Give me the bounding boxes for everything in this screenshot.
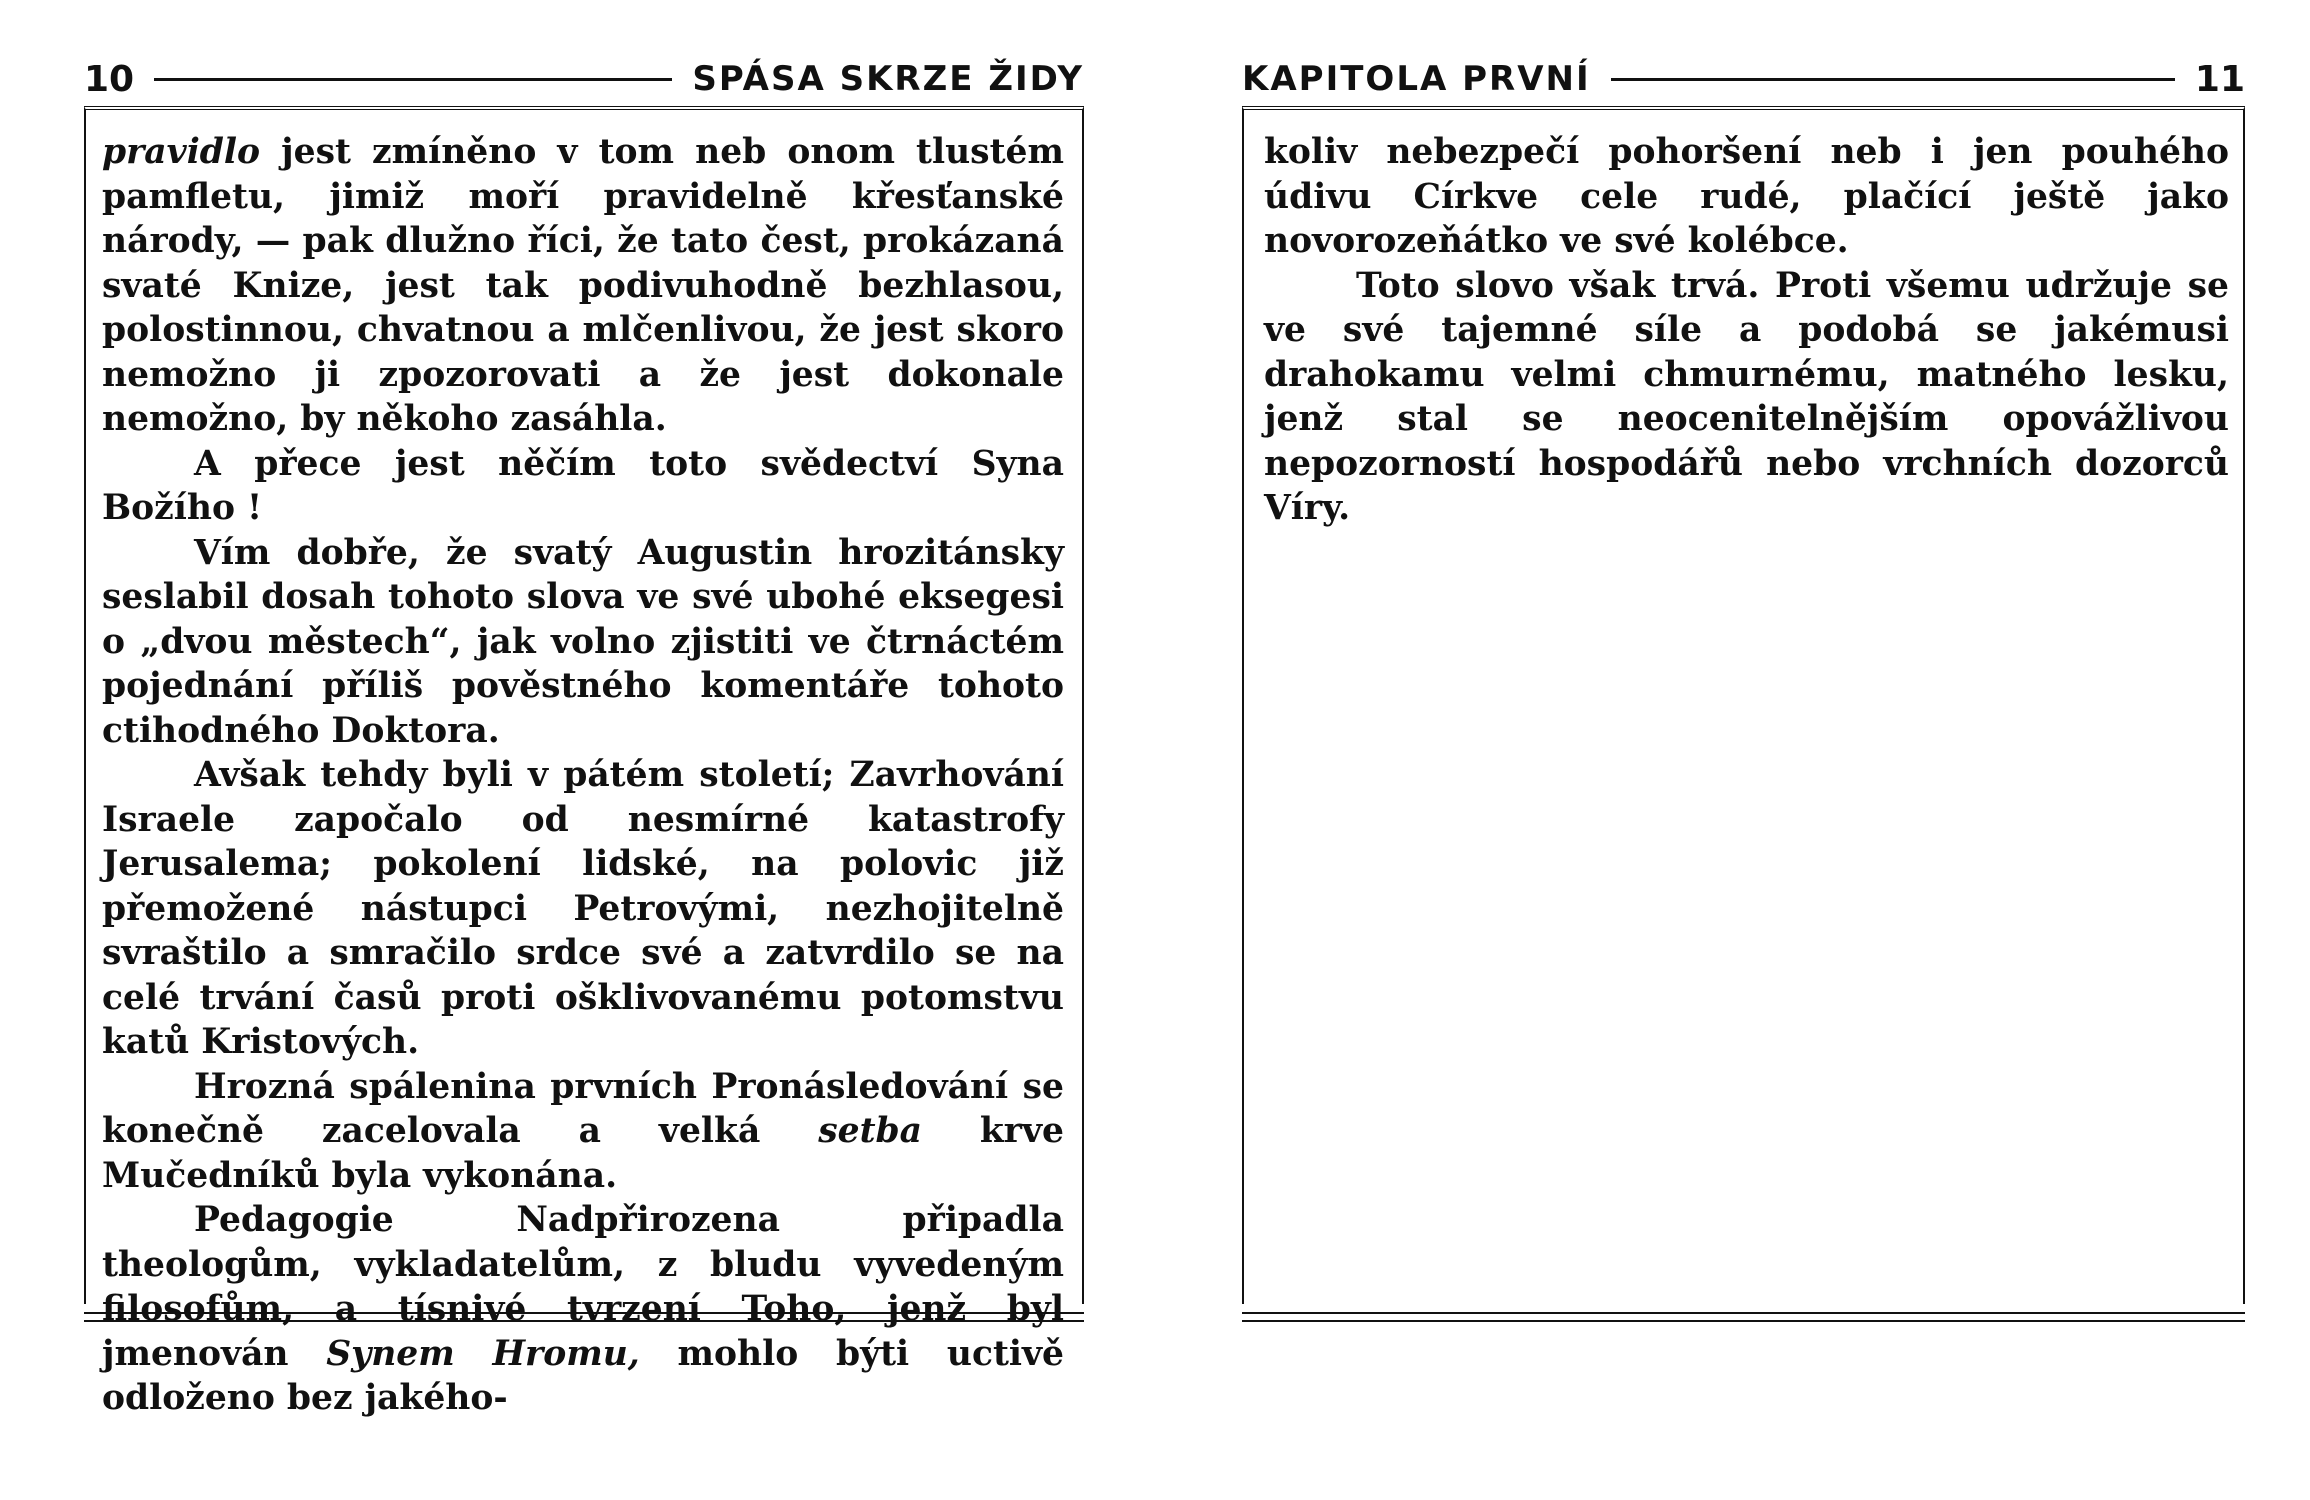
frame-bottom-rule xyxy=(1242,1312,2245,1322)
right-page xyxy=(1242,52,2245,1322)
paragraph xyxy=(102,1198,1064,1421)
right-page-number: 11 xyxy=(2194,58,2245,100)
paragraph xyxy=(102,130,1064,442)
paragraph: Toto slovo však trvá. Proti všemu udržuje se ve své tajemné síle a podobá se jakémusi drahokamu velmi chmurnému, matného lesku, jenž stal se neocenitelnějším opovážlivou nepozorností hospodářů nebo vrchních dozorců Víry. xyxy=(1264,265,2229,528)
header-rule xyxy=(1611,78,2175,81)
right-running-head xyxy=(1242,52,2245,106)
paragraph-text: Hrozná spálenina prvních Pronásledování se konečně zacelovala a velká xyxy=(102,1066,1064,1151)
paragraph-text: mohlo býti uctivě odloženo bez jakého- xyxy=(102,1333,1064,1418)
paragraph-text: krve Mučedníků byla vykonána. xyxy=(102,1111,1064,1196)
paragraph: Avšak tehdy byli v pátém století; Zavrhování Israele započalo od nesmírné katastrofy Jerusalema; pokolení lidské, na polovic již přemožené nástupci Petrovými, nezhojitelně svraštilo a smračilo srdce své a zatvrdilo se na celé trvání časů proti ošklivovanému potomstvu katů Kristových. xyxy=(102,755,1064,1062)
paragraph: A přece jest něčím toto svědectví Syna Božího ! xyxy=(102,443,1064,528)
paragraph xyxy=(102,1065,1064,1199)
header-rule xyxy=(154,78,672,81)
left-text-frame xyxy=(84,106,1084,1418)
left-page xyxy=(84,52,1084,1418)
left-running-title: SPÁSA SKRZE ŽIDY xyxy=(692,59,1084,99)
paragraph-text: Pedagogie Nadpřirozena připadla theologům, vykladatelům, z bludu vyvedeným filosofům, a tísnivé tvrzení Toho, jenž byl jmenován xyxy=(102,1200,1064,1374)
paragraph-text: jest zmíněno v tom neb onom tlustém pamfletu, jimiž moří pravidelně křesťanské národy, — pak dlužno říci, že tato čest, prokázaná svaté Knize, jest tak podivuhodně bezhlasou, polostinnou, chvatnou a mlčenlivou, že jest skoro nemožno ji zpozorovati a že jest dokonale nemožno, by někoho zasáhla. xyxy=(102,132,1064,439)
italic-phrase: Synem Hromu, xyxy=(326,1333,640,1374)
right-running-title: KAPITOLA PRVNÍ xyxy=(1242,59,1591,99)
paragraph: koliv nebezpečí pohoršení neb i jen pouhého údivu Církve cele rudé, plačící ještě jako novorozeňátko ve své kolébce. xyxy=(1264,132,2229,261)
left-running-head xyxy=(84,52,1084,106)
italic-phrase: setba xyxy=(818,1111,922,1151)
left-page-number: 10 xyxy=(84,58,135,100)
italic-lead: pravidlo xyxy=(102,132,261,172)
right-text-frame xyxy=(1242,106,2245,1304)
paragraph: Vím dobře, že svatý Augustin hrozitánsky seslabil dosah tohoto slova ve své ubohé eksegesi o „dvou městech“, jak volno zjistiti ve čtrnáctém pojednání příliš pověstného komentáře tohoto ctihodného Doktora. xyxy=(102,532,1064,751)
